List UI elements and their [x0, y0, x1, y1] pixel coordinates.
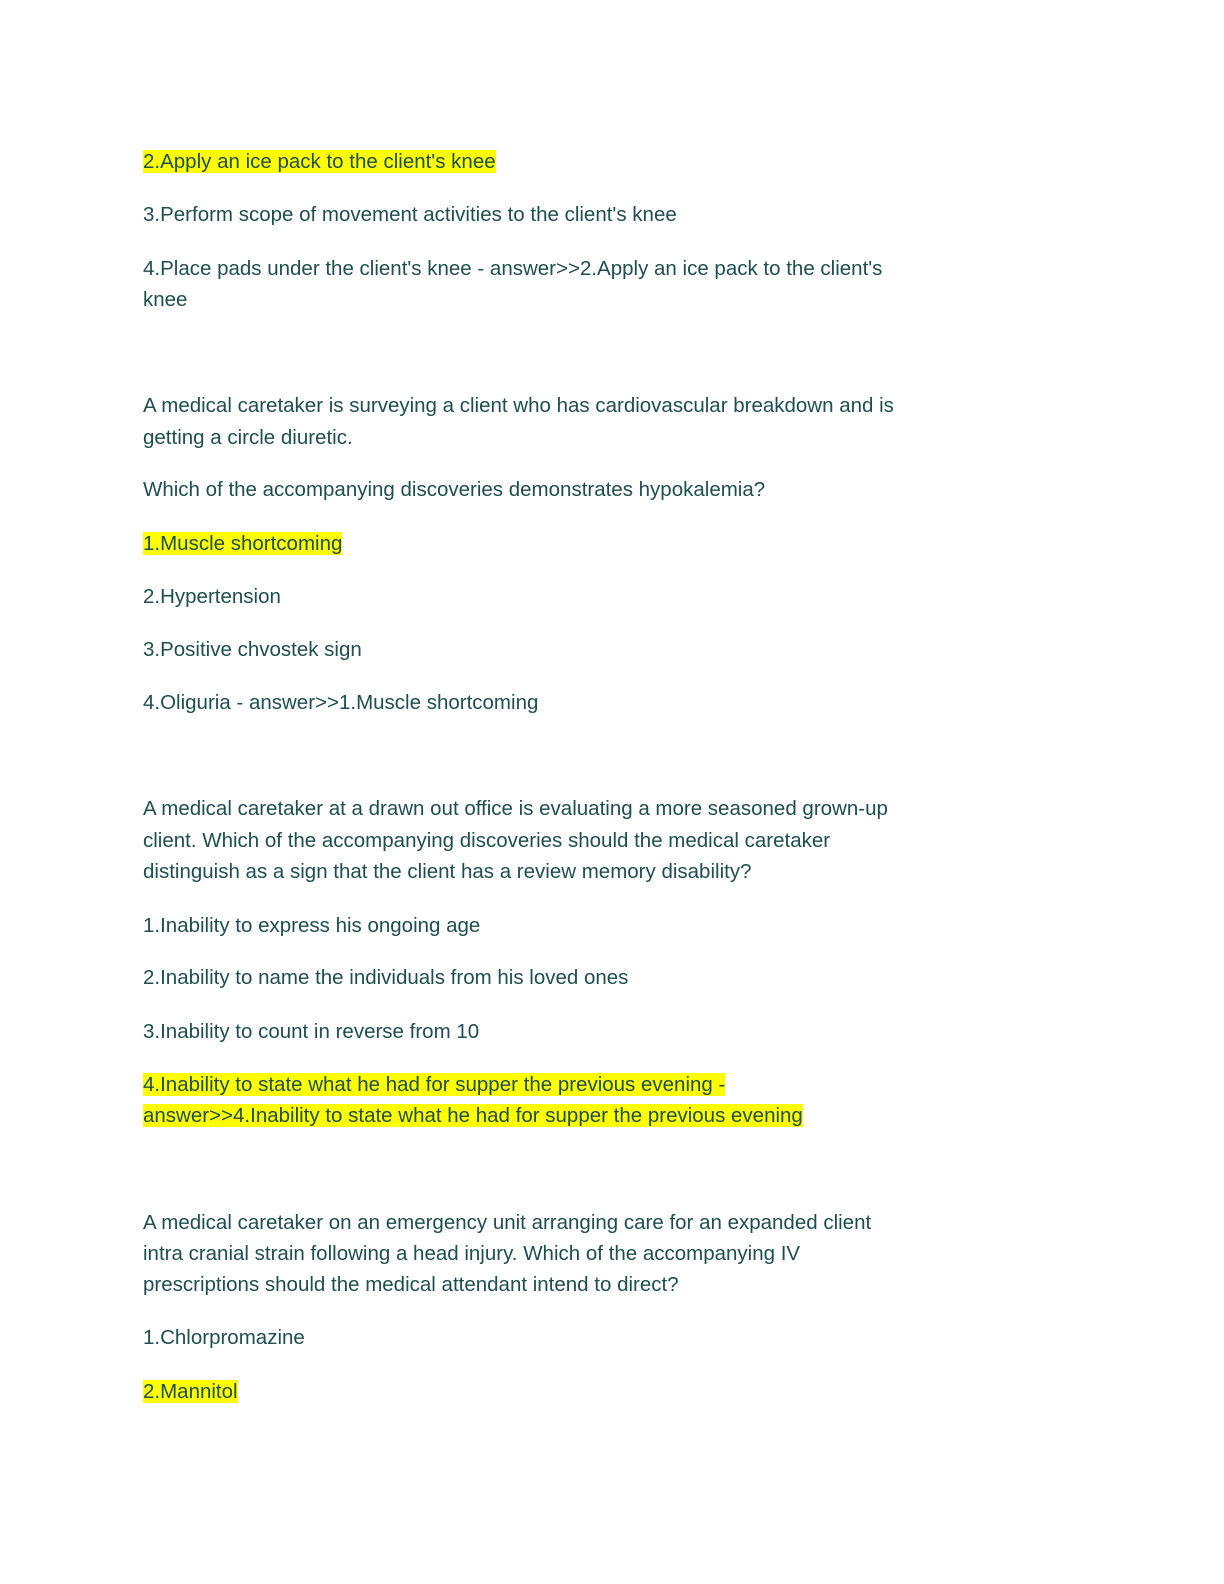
- q2-stem-line-1: A medical caretaker is surveying a client who has cardiovascular breakdown and is: [143, 394, 894, 417]
- q4-option-1: 1.Chlorpromazine: [143, 1326, 305, 1349]
- q4-option-2-text: 2.Mannitol: [143, 1380, 238, 1403]
- q4-stem-line-2: intra cranial strain following a head injury. Which of the accompanying IV: [143, 1242, 801, 1265]
- q4-stem-line-1: A medical caretaker on an emergency unit arranging care for an expanded client: [143, 1211, 872, 1234]
- q1-option-4-line-2: knee: [143, 288, 188, 311]
- q3-option-4-line-2: [143, 1100, 803, 1131]
- q1-option-3: 3.Perform scope of movement activities to the client's knee: [143, 203, 677, 226]
- q4-stem-line-3: prescriptions should the medical attendant intend to direct?: [143, 1273, 679, 1296]
- q2-option-1: [143, 528, 342, 559]
- q4-option-2: [143, 1376, 238, 1407]
- q2-option-2: 2.Hypertension: [143, 585, 281, 608]
- q1-option-2: [143, 146, 496, 177]
- q1-option-4-line-1: 4.Place pads under the client's knee - answer>>2.Apply an ice pack to the client's: [143, 257, 883, 280]
- q3-stem-line-3: distinguish as a sign that the client has a review memory disability?: [143, 860, 752, 883]
- q3-option-3: 3.Inability to count in reverse from 10: [143, 1020, 480, 1043]
- q2-stem-line-2: getting a circle diuretic.: [143, 426, 353, 449]
- q3-option-1: 1.Inability to express his ongoing age: [143, 914, 481, 937]
- q3-option-4-line-1: [143, 1069, 725, 1100]
- q3-stem-line-1: A medical caretaker at a drawn out office is evaluating a more seasoned grown-up: [143, 797, 888, 820]
- q3-option-4-line-2-text: answer>>4.Inability to state what he had for supper the previous evening: [143, 1104, 803, 1127]
- q3-option-4-line-1-text: 4.Inability to state what he had for supper the previous evening -: [143, 1073, 726, 1096]
- q3-option-2: 2.Inability to name the individuals from his loved ones: [143, 966, 629, 989]
- q3-stem-line-2: client. Which of the accompanying discoveries should the medical caretaker: [143, 829, 831, 852]
- q2-question: Which of the accompanying discoveries demonstrates hypokalemia?: [143, 478, 766, 501]
- q1-option-2-text: 2.Apply an ice pack to the client's knee: [143, 150, 496, 173]
- q2-option-3: 3.Positive chvostek sign: [143, 638, 362, 661]
- q2-option-4: 4.Oliguria - answer>>1.Muscle shortcoming: [143, 691, 539, 714]
- q2-option-1-text: 1.Muscle shortcoming: [143, 532, 343, 555]
